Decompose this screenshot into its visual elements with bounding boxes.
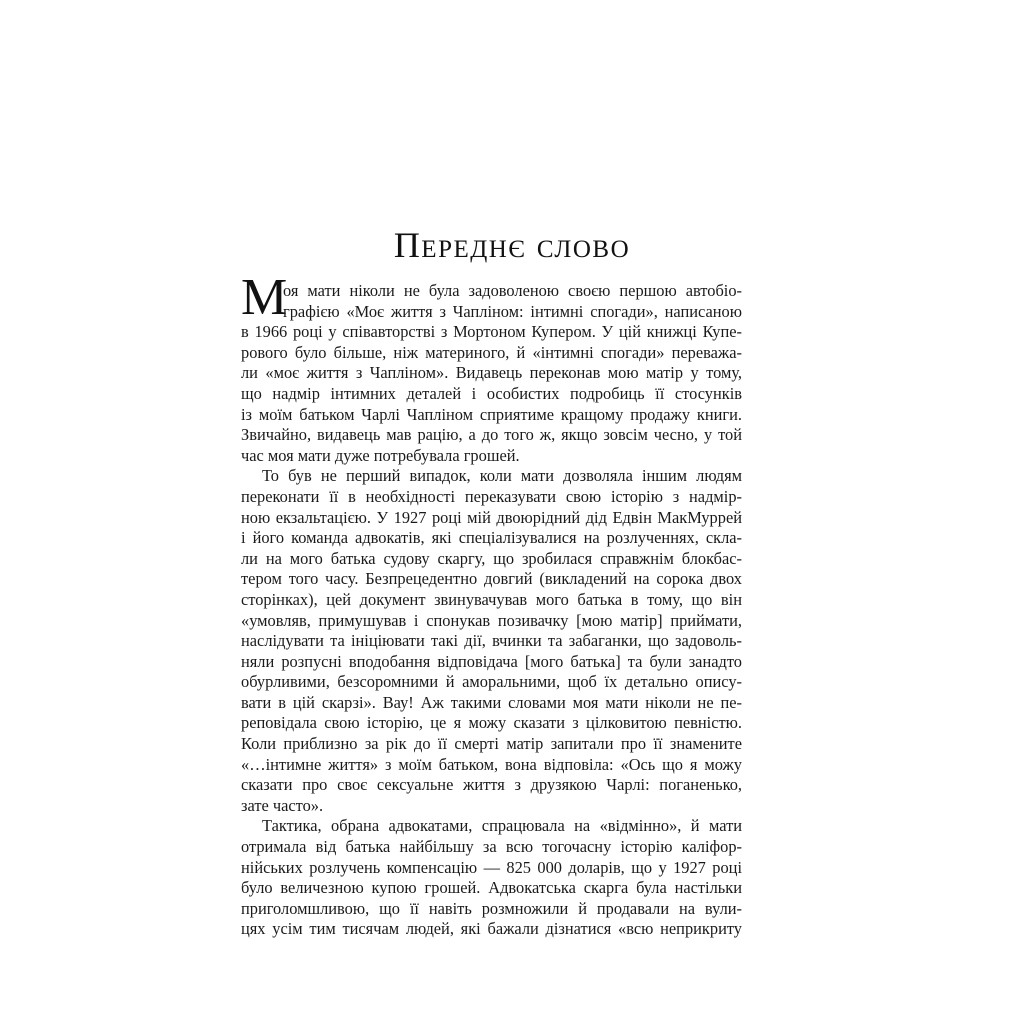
text-line: що надмір інтимних деталей і особистих подробиць її стосунків xyxy=(241,383,742,403)
text-line: ли на мого батька судову скаргу, що зробилася справжнім блокбас- xyxy=(241,548,742,568)
text-line: графією «Моє життя з Чапліном: інтимні спогади», написаною xyxy=(283,301,742,321)
text-line: «…інтимне життя» з моїм батьком, вона відповіла: «Ось що я можу xyxy=(241,754,742,774)
text-line: Звичайно, видавець мав рацію, а до того ж, якщо зовсім чесно, у той xyxy=(241,425,742,445)
text-line: Коли приблизно за рік до її смерті матір запитали про її знамените xyxy=(241,734,742,754)
text-line: сказати про своє сексуальне життя з друзякою Чарлі: поганенько, xyxy=(241,775,742,795)
text-line: із моїм батьком Чарлі Чапліном сприятиме кращому продажу книги. xyxy=(241,404,742,424)
text-line: переконати її в необхідності переказувати свою історію з надмір- xyxy=(241,486,742,506)
chapter-title: Переднє слово xyxy=(393,225,631,265)
text-line: няли розпусні вподобання відповідача [мого батька] та були занадто xyxy=(241,651,742,671)
text-line: приголомшливою, що її навіть розмножили й продавали на вули- xyxy=(241,898,742,918)
text-line: реповідала свою історію, це я можу сказати з цілковитою певністю. xyxy=(241,713,742,733)
text-line: зате часто». xyxy=(241,795,324,815)
body-text xyxy=(241,281,742,940)
text-line: тером того часу. Безпрецедентно довгий (викладений на сорока двох xyxy=(241,569,742,589)
text-line: і його команда адвокатів, які спеціалізувалися на розлученнях, скла- xyxy=(241,528,742,548)
text-line: «умовляв, примушував і спонукав позивачку [мою матір] приймати, xyxy=(241,610,742,630)
text-line: ною екзальтацією. У 1927 році мій двоюрідний дід Едвін МакМуррей xyxy=(241,507,742,527)
text-line: ли «моє життя з Чапліном». Видавець переконав мою матір у тому, xyxy=(241,363,742,383)
text-line: в 1966 році у співавторстві з Мортоном Купером. У цій книжці Купе- xyxy=(241,322,742,342)
text-line: наслідувати та ініціювати такі дії, вчинки та забаганки, що задоволь- xyxy=(241,631,742,651)
text-line: час моя мати дуже потребувала грошей. xyxy=(241,445,520,465)
text-line: сторінках), цей документ звинувачував мого батька в тому, що він xyxy=(241,589,742,609)
text-line: рового було більше, ніж материного, й «інтимні спогади» переважа- xyxy=(241,342,742,362)
text-line: нійських розлучень компенсацію — 825 000 доларів, що у 1927 році xyxy=(241,857,742,877)
text-line: Тактика, обрана адвокатами, спрацювала на «відмінно», й мати xyxy=(262,816,742,836)
text-line: цях усім тим тисячам людей, які бажали дізнатися «всю неприкриту xyxy=(241,919,742,939)
drop-cap: М xyxy=(241,269,288,326)
text-line: вати в цій скарзі». Вау! Аж такими словами моя мати ніколи не пе- xyxy=(241,692,742,712)
text-line: обурливими, безсоромними й аморальними, щоб їх детально опису- xyxy=(241,672,742,692)
text-line: То був не перший випадок, коли мати дозволяла іншим людям xyxy=(262,466,742,486)
text-line: отримала від батька найбільшу за всю тогочасну історію каліфор- xyxy=(241,837,742,857)
text-line: було величезною купою грошей. Адвокатська скарга була настільки xyxy=(241,878,742,898)
text-line: оя мати ніколи не була задоволеною своєю першою автобіо- xyxy=(283,281,742,300)
